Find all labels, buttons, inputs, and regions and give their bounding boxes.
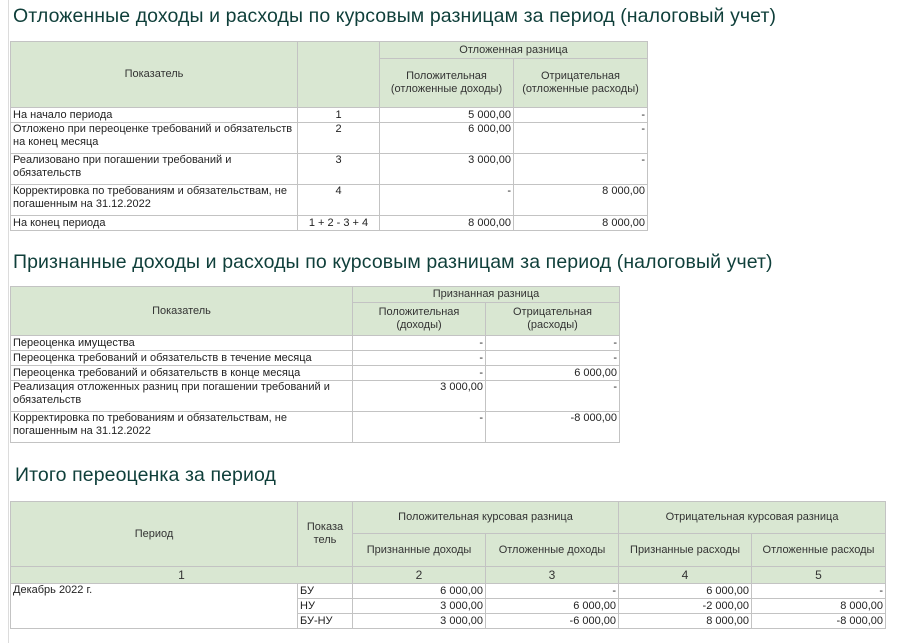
- row-recognized-income: 6 000,00: [353, 584, 486, 599]
- row-negative: -: [486, 351, 620, 366]
- row-positive: 3 000,00: [353, 381, 486, 412]
- row-negative: -8 000,00: [486, 412, 620, 443]
- row-label: Переоценка требований и обязательств в конце месяца: [11, 366, 353, 381]
- header-recognized-group: Признанная разница: [353, 287, 620, 303]
- header-indicator: Показатель: [11, 287, 353, 336]
- header-positive-group: Положительная курсовая разница: [353, 502, 619, 534]
- row-positive: -: [353, 366, 486, 381]
- row-recognized-income: 3 000,00: [353, 614, 486, 629]
- row-code: 4: [298, 185, 380, 216]
- header-negative: Отрицательная (расходы): [486, 303, 620, 336]
- column-number-2: 2: [353, 567, 486, 584]
- row-label: Реализовано при погашении требований и обязательств: [11, 154, 298, 185]
- table-row: [11, 123, 648, 154]
- row-positive: 6 000,00: [380, 123, 514, 154]
- row-deferred-expense: -8 000,00: [752, 614, 886, 629]
- row-negative: -: [514, 154, 648, 185]
- row-negative: -: [486, 336, 620, 351]
- row-deferred-expense: -: [752, 584, 886, 599]
- row-negative: 8 000,00: [514, 216, 648, 231]
- total-revaluation-table: [10, 501, 886, 629]
- report-left-border: [8, 0, 9, 643]
- row-code: 3: [298, 154, 380, 185]
- header-recognized-expense: Признанные расходы: [619, 534, 752, 567]
- row-code: 1: [298, 108, 380, 123]
- row-deferred-expense: 8 000,00: [752, 599, 886, 614]
- column-number-4: 4: [619, 567, 752, 584]
- table-row: [11, 336, 620, 351]
- table-row-total: [11, 216, 648, 231]
- table-row: [11, 351, 620, 366]
- row-label: На конец периода: [11, 216, 298, 231]
- row-positive: -: [353, 412, 486, 443]
- table-row: [11, 108, 648, 123]
- row-label: Корректировка по требованиям и обязательствам, не погашенным на 31.12.2022: [11, 185, 298, 216]
- row-code: 2: [298, 123, 380, 154]
- header-recognized-income: Признанные доходы: [353, 534, 486, 567]
- row-indicator: НУ: [298, 599, 353, 614]
- section1-title: Отложенные доходы и расходы по курсовым разницам за период (налоговый учет): [13, 5, 777, 27]
- row-negative: -: [514, 123, 648, 154]
- row-label: Отложено при переоценке требований и обязательств на конец месяца: [11, 123, 298, 154]
- header-code: [298, 42, 380, 108]
- row-code: 1 + 2 - 3 + 4: [298, 216, 380, 231]
- row-positive: -: [380, 185, 514, 216]
- header-negative: Отрицательная (отложенные расходы): [514, 59, 648, 108]
- header-indicator: Показа тель: [298, 502, 353, 567]
- table-row: [11, 154, 648, 185]
- column-number-5: 5: [752, 567, 886, 584]
- row-label: Переоценка имущества: [11, 336, 353, 351]
- row-positive: -: [353, 351, 486, 366]
- row-recognized-expense: 6 000,00: [619, 584, 752, 599]
- table-row: [11, 412, 620, 443]
- row-positive: -: [353, 336, 486, 351]
- period-cell: Декабрь 2022 г.: [11, 584, 298, 629]
- row-label: Переоценка требований и обязательств в течение месяца: [11, 351, 353, 366]
- row-label: На начало периода: [11, 108, 298, 123]
- row-positive: 8 000,00: [380, 216, 514, 231]
- deferred-differences-table: [10, 41, 648, 231]
- row-recognized-expense: -2 000,00: [619, 599, 752, 614]
- row-negative: 6 000,00: [486, 366, 620, 381]
- row-positive: 3 000,00: [380, 154, 514, 185]
- column-number-1: 1: [11, 567, 353, 584]
- row-positive: 5 000,00: [380, 108, 514, 123]
- column-number-3: 3: [486, 567, 619, 584]
- table-row: [11, 381, 620, 412]
- row-deferred-income: -: [486, 584, 619, 599]
- header-negative-group: Отрицательная курсовая разница: [619, 502, 886, 534]
- row-recognized-income: 3 000,00: [353, 599, 486, 614]
- row-label: Корректировка по требованиям и обязательствам, не погашенным на 31.12.2022: [11, 412, 353, 443]
- row-recognized-expense: 8 000,00: [619, 614, 752, 629]
- section3-title: Итого переоценка за период: [15, 464, 276, 486]
- row-negative: -: [514, 108, 648, 123]
- header-deferred-group: Отложенная разница: [380, 42, 648, 59]
- row-indicator: БУ: [298, 584, 353, 599]
- row-deferred-income: 6 000,00: [486, 599, 619, 614]
- recognized-differences-table: [10, 286, 620, 443]
- row-deferred-income: -6 000,00: [486, 614, 619, 629]
- header-positive: Положительная (отложенные доходы): [380, 59, 514, 108]
- section2-title: Признанные доходы и расходы по курсовым разницам за период (налоговый учет): [13, 251, 773, 273]
- table-row: [11, 584, 886, 599]
- header-deferred-income: Отложенные доходы: [486, 534, 619, 567]
- row-indicator: БУ-НУ: [298, 614, 353, 629]
- header-period: Период: [11, 502, 298, 567]
- row-negative: 8 000,00: [514, 185, 648, 216]
- row-label: Реализация отложенных разниц при погашении требований и обязательств: [11, 381, 353, 412]
- table-row: [11, 366, 620, 381]
- header-indicator: Показатель: [11, 42, 298, 108]
- header-deferred-expense: Отложенные расходы: [752, 534, 886, 567]
- header-positive: Положительная (доходы): [353, 303, 486, 336]
- row-negative: -: [486, 381, 620, 412]
- table-row: [11, 185, 648, 216]
